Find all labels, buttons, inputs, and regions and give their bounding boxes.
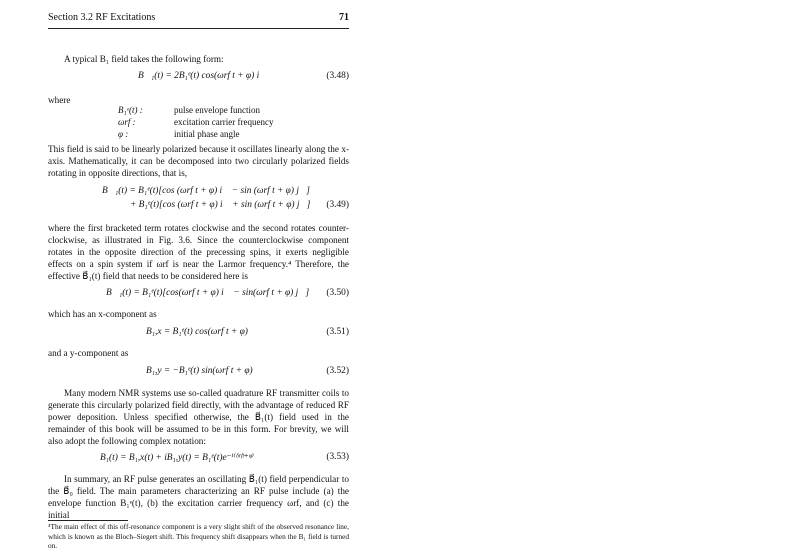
section-title: Section 3.2 RF Excitations (48, 12, 156, 23)
equation-3-50 (48, 288, 349, 302)
definition-description: initial phase angle (174, 129, 240, 139)
paragraph-nmr-systems: Many modern NMR systems use so-called quadrature RF transmitter coils to generate this circularly polarized field directly, with the advantage of reduced RF power deposition. Unless specified otherwise, the B⃗₁(t) field used in the remainder of this book will be assumed to be in this form. For brevity, we will also adopt the following complex notation: (48, 388, 349, 447)
paragraph-bracketed-terms: where the first bracketed term rotates clockwise and the second rotates counter-clockwise, as illustrated in Fig. 3.6. Since the counterclockwise component rotates in the opposite direction of the precessing spins, it exerts negligible effects on a spin system if ωrf is near the Larmor frequency.⁴ Therefore, the effective B⃗₁(t) field that needs to be considered here is (48, 223, 349, 282)
equation-number: (3.53) (326, 452, 349, 462)
equation-3-48 (48, 71, 349, 85)
equation-number: (3.52) (326, 366, 349, 376)
definition-description: excitation carrier frequency (174, 117, 274, 127)
equation-number: (3.48) (326, 71, 349, 81)
header-rule (48, 28, 349, 29)
equation-body: B⃗₁(t) = 2B₁ᵉ(t) cos(ωrf t + φ) i⃗ (138, 71, 267, 81)
equation-body: B⃗₁(t) = B₁ᵉ(t)[cos(ωrf t + φ) i⃗ − sin(ωrf t + φ) j⃗] (106, 288, 310, 298)
equation-body: B₁(t) = B₁,x(t) + iB₁,y(t) = B₁ᵉ(t)e⁻ⁱ⁽ᵟʳᶠᵗ⁺ᵠ⁾ (100, 453, 254, 463)
definition-symbol: B₁ᵉ(t) : (118, 105, 143, 115)
y-component-text: and a y-component as (48, 348, 129, 358)
equation-line-2: + B₁ᵉ(t)[cos (ωrf t + φ) i⃗ + sin (ωrf t + φ) j⃗] (130, 200, 311, 210)
paragraph-linear-polarized: This field is said to be linearly polarized because it oscillates linearly along the x-axis. Mathematically, it can be decomposed into two circularly polarized fields rotating in opposite directions, that is, (48, 144, 349, 179)
definition-description: pulse envelope function (174, 105, 260, 115)
equation-3-53 (48, 452, 349, 466)
equation-body: B₁,x = B₁ᵉ(t) cos(ωrf t + φ) (146, 327, 248, 337)
intro-text: A typical B₁ field takes the following form: (64, 54, 224, 64)
equation-3-51 (48, 327, 349, 341)
footnote-rule (48, 520, 128, 521)
equation-3-52 (48, 366, 349, 380)
where-label: where (48, 95, 71, 105)
equation-number: (3.50) (326, 288, 349, 298)
x-component-text: which has an x-component as (48, 309, 157, 319)
equation-body: B₁,y = −B₁ᵉ(t) sin(ωrf t + φ) (146, 366, 253, 376)
equation-number: (3.51) (326, 327, 349, 337)
definition-symbol: φ : (118, 129, 129, 139)
equation-number: (3.49) (326, 200, 349, 210)
paragraph-summary: In summary, an RF pulse generates an oscillating B⃗₁(t) field perpendicular to the B⃗₀ field. The main parameters characterizing an RF pulse include (a) the envelope function B₁ᵉ(t), (b) the excitation carrier frequency ωrf, and (c) the initial (48, 474, 349, 521)
equation-3-49 (48, 186, 349, 216)
page-number: 71 (339, 12, 349, 23)
definition-symbol: ωrf : (118, 117, 136, 127)
equation-line-1: B⃗₁(t) = B₁ᵉ(t)[cos (ωrf t + φ) i⃗ − sin (ωrf t + φ) j⃗] (102, 186, 310, 196)
footnote: ⁴The main effect of this off-resonance component is a very slight shift of the observed resonance line, which is known as the Bloch–Siegert shift. This frequency shift disappears when the B₁ field is turned on. (48, 522, 349, 551)
